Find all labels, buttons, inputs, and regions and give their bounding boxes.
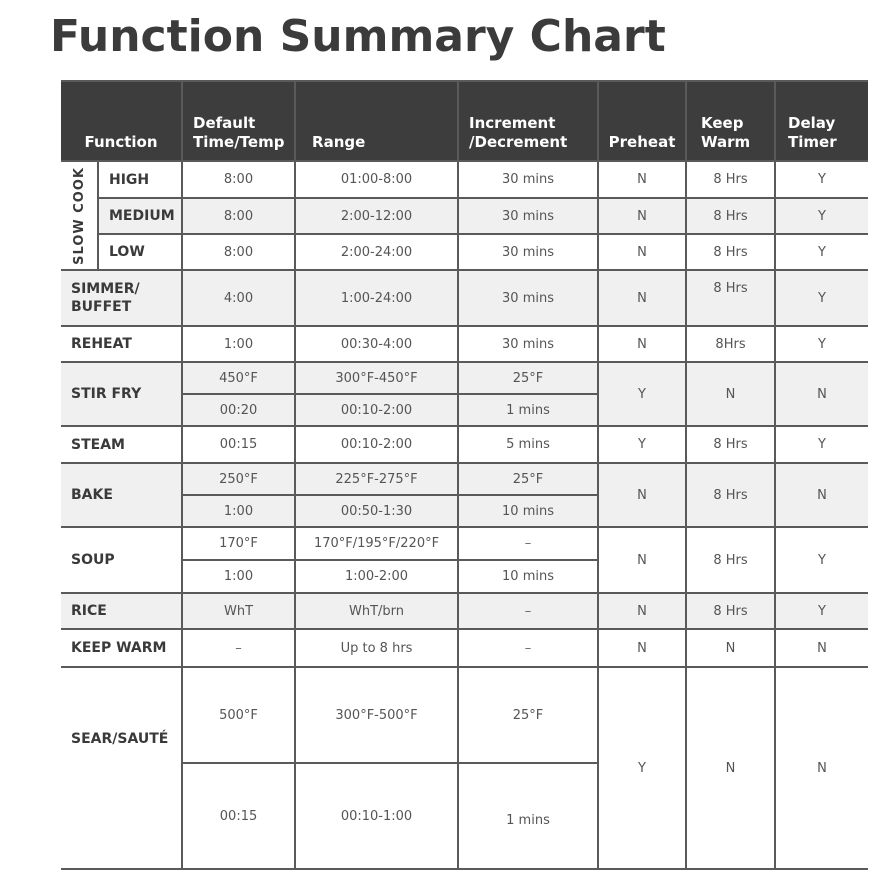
keep-warm-value: 8 Hrs [686,463,775,527]
preheat-value: N [598,326,686,362]
default-value: – [182,629,295,667]
keep-warm-value: 8 Hrs [686,198,775,234]
range-value: 00:50-1:30 [295,495,458,527]
preheat-value: Y [598,667,686,869]
delay-timer-value: Y [775,161,868,198]
function-name: MEDIUM [98,198,182,234]
header-preheat: Preheat [598,81,686,161]
range-value: 1:00-2:00 [295,560,458,593]
default-value: 500°F [182,667,295,763]
increment-value: 1 mins [458,394,598,426]
table-row [61,270,868,326]
table-row [61,667,868,763]
header-default: Default Time/Temp [182,81,295,161]
keep-warm-value: N [686,667,775,869]
default-value: 8:00 [182,161,295,198]
increment-value: – [458,629,598,667]
table-row [61,326,868,362]
range-value: Up to 8 hrs [295,629,458,667]
function-summary-table [61,80,868,870]
keep-warm-value: N [686,629,775,667]
keep-warm-value: N [686,362,775,426]
range-value: 00:10-1:00 [295,763,458,869]
increment-value: 10 mins [458,495,598,527]
delay-timer-value: Y [775,326,868,362]
delay-timer-value: Y [775,198,868,234]
default-value: 00:15 [182,426,295,463]
header-function: Function [61,81,182,161]
default-value: 00:20 [182,394,295,426]
keep-warm-value: 8 Hrs [686,161,775,198]
table-row [61,234,868,270]
range-value: 01:00-8:00 [295,161,458,198]
default-value: 8:00 [182,234,295,270]
default-value: 450°F [182,362,295,394]
preheat-value: N [598,629,686,667]
default-value: 4:00 [182,270,295,326]
slow-cook-group-label: SLOW COOK [61,161,98,270]
header-increment: Increment /Decrement [458,81,598,161]
table-row [61,463,868,495]
range-value: 1:00-24:00 [295,270,458,326]
keep-warm-value: 8 Hrs [686,593,775,629]
increment-value: 1 mins [458,763,598,869]
range-value: 2:00-24:00 [295,234,458,270]
range-value: 225°F-275°F [295,463,458,495]
delay-timer-value: Y [775,593,868,629]
range-value: 00:10-2:00 [295,394,458,426]
delay-timer-value: N [775,667,868,869]
range-value: 170°F/195°F/220°F [295,527,458,560]
preheat-value: Y [598,426,686,463]
header-keep-warm: Keep Warm [686,81,775,161]
increment-value: – [458,593,598,629]
increment-value: 5 mins [458,426,598,463]
header-range: Range [295,81,458,161]
range-value: 300°F-450°F [295,362,458,394]
default-value: 250°F [182,463,295,495]
increment-value: 30 mins [458,270,598,326]
keep-warm-value: 8 Hrs [686,426,775,463]
preheat-value: N [598,527,686,593]
preheat-value: N [598,593,686,629]
preheat-value: Y [598,362,686,426]
delay-timer-value: Y [775,270,868,326]
increment-value: 30 mins [458,234,598,270]
table-row [61,593,868,629]
table-row [61,198,868,234]
increment-value: 25°F [458,362,598,394]
function-name: REHEAT [61,326,182,362]
function-name: LOW [98,234,182,270]
delay-timer-value: Y [775,426,868,463]
function-name: HIGH [98,161,182,198]
default-value: 1:00 [182,495,295,527]
increment-value: 25°F [458,667,598,763]
increment-value: 30 mins [458,326,598,362]
keep-warm-value: 8 Hrs [686,527,775,593]
function-name: SIMMER/ BUFFET [61,270,182,326]
increment-value: – [458,527,598,560]
header-delay-timer: Delay Timer [775,81,868,161]
default-value: 1:00 [182,560,295,593]
range-value: 00:30-4:00 [295,326,458,362]
table-row [61,426,868,463]
preheat-value: N [598,234,686,270]
preheat-value: N [598,270,686,326]
keep-warm-value: 8Hrs [686,326,775,362]
table-row [61,161,868,198]
keep-warm-value: 8 Hrs [686,270,775,326]
preheat-value: N [598,161,686,198]
range-value: 300°F-500°F [295,667,458,763]
function-name: SOUP [61,527,182,593]
default-value: 8:00 [182,198,295,234]
delay-timer-value: N [775,463,868,527]
default-value: 00:15 [182,763,295,869]
delay-timer-value: Y [775,527,868,593]
table-row [61,527,868,560]
increment-value: 30 mins [458,198,598,234]
increment-value: 25°F [458,463,598,495]
page-title: Function Summary Chart [50,11,666,62]
function-name: KEEP WARM [61,629,182,667]
function-name: STIR FRY [61,362,182,426]
increment-value: 30 mins [458,161,598,198]
function-name: RICE [61,593,182,629]
default-value: 1:00 [182,326,295,362]
range-value: 2:00-12:00 [295,198,458,234]
function-name: STEAM [61,426,182,463]
function-name: SEAR/SAUTÉ [61,667,182,869]
table-row [61,629,868,667]
range-value: 00:10-2:00 [295,426,458,463]
default-value: WhT [182,593,295,629]
function-name: BAKE [61,463,182,527]
default-value: 170°F [182,527,295,560]
table-row [61,362,868,394]
delay-timer-value: N [775,362,868,426]
delay-timer-value: Y [775,234,868,270]
header-row [61,81,868,161]
preheat-value: N [598,198,686,234]
preheat-value: N [598,463,686,527]
delay-timer-value: N [775,629,868,667]
keep-warm-value: 8 Hrs [686,234,775,270]
range-value: WhT/brn [295,593,458,629]
increment-value: 10 mins [458,560,598,593]
